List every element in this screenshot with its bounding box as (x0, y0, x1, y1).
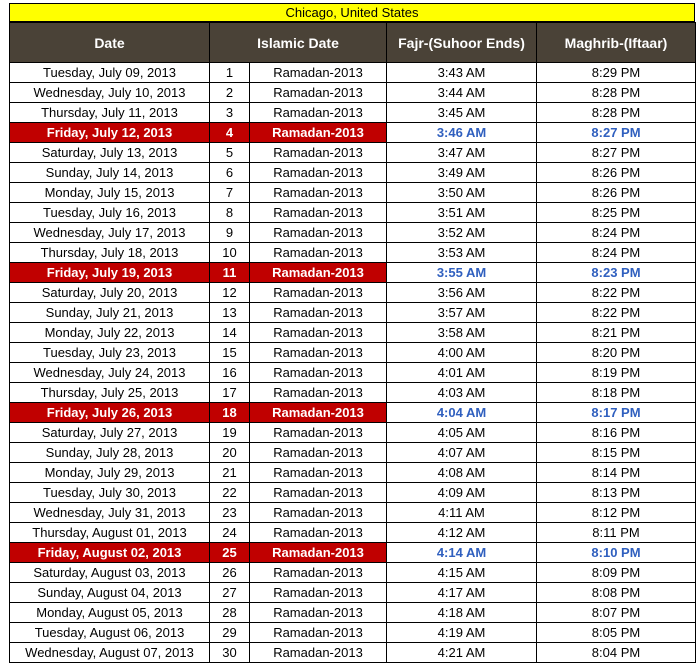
day-number-cell: 11 (210, 263, 250, 283)
date-cell: Saturday, August 03, 2013 (10, 563, 210, 583)
maghrib-time-cell: 8:28 PM (537, 83, 696, 103)
fajr-time-cell: 4:03 AM (387, 383, 537, 403)
table-row (10, 423, 696, 443)
day-number-cell: 8 (210, 203, 250, 223)
date-cell: Tuesday, July 16, 2013 (10, 203, 210, 223)
city-title: Chicago, United States (9, 3, 695, 22)
table-row (10, 303, 696, 323)
maghrib-time-cell: 8:27 PM (537, 143, 696, 163)
table-row (10, 383, 696, 403)
islamic-date-cell: Ramadan-2013 (250, 363, 387, 383)
islamic-date-cell: Ramadan-2013 (250, 643, 387, 663)
table-row (10, 143, 696, 163)
date-cell: Sunday, July 28, 2013 (10, 443, 210, 463)
date-cell: Wednesday, July 31, 2013 (10, 503, 210, 523)
fajr-time-cell: 4:09 AM (387, 483, 537, 503)
table-row (10, 563, 696, 583)
date-cell: Saturday, July 27, 2013 (10, 423, 210, 443)
maghrib-time-cell: 8:11 PM (537, 523, 696, 543)
day-number-cell: 10 (210, 243, 250, 263)
islamic-date-cell: Ramadan-2013 (250, 463, 387, 483)
date-cell: Friday, August 02, 2013 (10, 543, 210, 563)
header-islamic-date: Islamic Date (210, 23, 387, 63)
date-cell: Tuesday, July 30, 2013 (10, 483, 210, 503)
table-row (10, 63, 696, 83)
fajr-time-cell: 4:01 AM (387, 363, 537, 383)
date-cell: Friday, July 19, 2013 (10, 263, 210, 283)
table-row (10, 483, 696, 503)
day-number-cell: 2 (210, 83, 250, 103)
maghrib-time-cell: 8:22 PM (537, 303, 696, 323)
fajr-time-cell: 4:21 AM (387, 643, 537, 663)
day-number-cell: 27 (210, 583, 250, 603)
islamic-date-cell: Ramadan-2013 (250, 623, 387, 643)
islamic-date-cell: Ramadan-2013 (250, 543, 387, 563)
islamic-date-cell: Ramadan-2013 (250, 143, 387, 163)
fajr-time-cell: 4:08 AM (387, 463, 537, 483)
islamic-date-cell: Ramadan-2013 (250, 443, 387, 463)
date-cell: Monday, July 29, 2013 (10, 463, 210, 483)
maghrib-time-cell: 8:10 PM (537, 543, 696, 563)
islamic-date-cell: Ramadan-2013 (250, 263, 387, 283)
day-number-cell: 28 (210, 603, 250, 623)
table-row (10, 243, 696, 263)
day-number-cell: 21 (210, 463, 250, 483)
day-number-cell: 9 (210, 223, 250, 243)
day-number-cell: 14 (210, 323, 250, 343)
table-row (10, 323, 696, 343)
date-cell: Tuesday, August 06, 2013 (10, 623, 210, 643)
islamic-date-cell: Ramadan-2013 (250, 123, 387, 143)
date-cell: Thursday, July 25, 2013 (10, 383, 210, 403)
day-number-cell: 26 (210, 563, 250, 583)
day-number-cell: 15 (210, 343, 250, 363)
fajr-time-cell: 3:56 AM (387, 283, 537, 303)
maghrib-time-cell: 8:22 PM (537, 283, 696, 303)
maghrib-time-cell: 8:12 PM (537, 503, 696, 523)
maghrib-time-cell: 8:07 PM (537, 603, 696, 623)
maghrib-time-cell: 8:26 PM (537, 163, 696, 183)
islamic-date-cell: Ramadan-2013 (250, 243, 387, 263)
maghrib-time-cell: 8:20 PM (537, 343, 696, 363)
islamic-date-cell: Ramadan-2013 (250, 483, 387, 503)
fajr-time-cell: 4:07 AM (387, 443, 537, 463)
fajr-time-cell: 4:15 AM (387, 563, 537, 583)
maghrib-time-cell: 8:17 PM (537, 403, 696, 423)
ramadan-timetable (9, 3, 695, 663)
maghrib-time-cell: 8:24 PM (537, 243, 696, 263)
day-number-cell: 25 (210, 543, 250, 563)
table-body (10, 63, 696, 663)
fajr-time-cell: 4:05 AM (387, 423, 537, 443)
date-cell: Friday, July 12, 2013 (10, 123, 210, 143)
maghrib-time-cell: 8:18 PM (537, 383, 696, 403)
table-row (10, 523, 696, 543)
date-cell: Thursday, August 01, 2013 (10, 523, 210, 543)
date-cell: Tuesday, July 23, 2013 (10, 343, 210, 363)
day-number-cell: 20 (210, 443, 250, 463)
date-cell: Wednesday, July 17, 2013 (10, 223, 210, 243)
islamic-date-cell: Ramadan-2013 (250, 323, 387, 343)
table-row (10, 263, 696, 283)
day-number-cell: 4 (210, 123, 250, 143)
date-cell: Wednesday, August 07, 2013 (10, 643, 210, 663)
islamic-date-cell: Ramadan-2013 (250, 83, 387, 103)
maghrib-time-cell: 8:13 PM (537, 483, 696, 503)
maghrib-time-cell: 8:21 PM (537, 323, 696, 343)
islamic-date-cell: Ramadan-2013 (250, 183, 387, 203)
maghrib-time-cell: 8:15 PM (537, 443, 696, 463)
table-row (10, 403, 696, 423)
day-number-cell: 30 (210, 643, 250, 663)
day-number-cell: 16 (210, 363, 250, 383)
fajr-time-cell: 3:51 AM (387, 203, 537, 223)
day-number-cell: 5 (210, 143, 250, 163)
table-row (10, 103, 696, 123)
day-number-cell: 13 (210, 303, 250, 323)
islamic-date-cell: Ramadan-2013 (250, 103, 387, 123)
islamic-date-cell: Ramadan-2013 (250, 203, 387, 223)
maghrib-time-cell: 8:16 PM (537, 423, 696, 443)
table-row (10, 183, 696, 203)
table-row (10, 623, 696, 643)
islamic-date-cell: Ramadan-2013 (250, 503, 387, 523)
table-row (10, 83, 696, 103)
date-cell: Monday, July 15, 2013 (10, 183, 210, 203)
maghrib-time-cell: 8:24 PM (537, 223, 696, 243)
maghrib-time-cell: 8:14 PM (537, 463, 696, 483)
islamic-date-cell: Ramadan-2013 (250, 223, 387, 243)
maghrib-time-cell: 8:08 PM (537, 583, 696, 603)
date-cell: Sunday, August 04, 2013 (10, 583, 210, 603)
fajr-time-cell: 3:46 AM (387, 123, 537, 143)
table-header (10, 23, 696, 63)
fajr-time-cell: 4:17 AM (387, 583, 537, 603)
date-cell: Friday, July 26, 2013 (10, 403, 210, 423)
day-number-cell: 19 (210, 423, 250, 443)
table-row (10, 283, 696, 303)
header-date: Date (10, 23, 210, 63)
fajr-time-cell: 4:00 AM (387, 343, 537, 363)
fajr-time-cell: 3:55 AM (387, 263, 537, 283)
fajr-time-cell: 4:12 AM (387, 523, 537, 543)
fajr-time-cell: 4:04 AM (387, 403, 537, 423)
date-cell: Tuesday, July 09, 2013 (10, 63, 210, 83)
islamic-date-cell: Ramadan-2013 (250, 423, 387, 443)
date-cell: Monday, July 22, 2013 (10, 323, 210, 343)
islamic-date-cell: Ramadan-2013 (250, 283, 387, 303)
maghrib-time-cell: 8:05 PM (537, 623, 696, 643)
day-number-cell: 17 (210, 383, 250, 403)
maghrib-time-cell: 8:04 PM (537, 643, 696, 663)
table-row (10, 363, 696, 383)
maghrib-time-cell: 8:26 PM (537, 183, 696, 203)
table-row (10, 443, 696, 463)
fajr-time-cell: 3:47 AM (387, 143, 537, 163)
table-row (10, 643, 696, 663)
islamic-date-cell: Ramadan-2013 (250, 383, 387, 403)
day-number-cell: 29 (210, 623, 250, 643)
fajr-time-cell: 3:52 AM (387, 223, 537, 243)
table-row (10, 163, 696, 183)
day-number-cell: 1 (210, 63, 250, 83)
maghrib-time-cell: 8:29 PM (537, 63, 696, 83)
maghrib-time-cell: 8:19 PM (537, 363, 696, 383)
date-cell: Thursday, July 18, 2013 (10, 243, 210, 263)
islamic-date-cell: Ramadan-2013 (250, 343, 387, 363)
day-number-cell: 6 (210, 163, 250, 183)
fajr-time-cell: 3:43 AM (387, 63, 537, 83)
date-cell: Saturday, July 13, 2013 (10, 143, 210, 163)
day-number-cell: 12 (210, 283, 250, 303)
date-cell: Sunday, July 21, 2013 (10, 303, 210, 323)
date-cell: Sunday, July 14, 2013 (10, 163, 210, 183)
islamic-date-cell: Ramadan-2013 (250, 523, 387, 543)
table-row (10, 603, 696, 623)
maghrib-time-cell: 8:25 PM (537, 203, 696, 223)
islamic-date-cell: Ramadan-2013 (250, 583, 387, 603)
maghrib-time-cell: 8:23 PM (537, 263, 696, 283)
fajr-time-cell: 3:50 AM (387, 183, 537, 203)
fajr-time-cell: 4:11 AM (387, 503, 537, 523)
day-number-cell: 24 (210, 523, 250, 543)
fajr-time-cell: 3:57 AM (387, 303, 537, 323)
fajr-time-cell: 4:14 AM (387, 543, 537, 563)
islamic-date-cell: Ramadan-2013 (250, 63, 387, 83)
date-cell: Monday, August 05, 2013 (10, 603, 210, 623)
day-number-cell: 22 (210, 483, 250, 503)
table-row (10, 583, 696, 603)
islamic-date-cell: Ramadan-2013 (250, 303, 387, 323)
maghrib-time-cell: 8:28 PM (537, 103, 696, 123)
maghrib-time-cell: 8:27 PM (537, 123, 696, 143)
timetable (9, 22, 696, 663)
islamic-date-cell: Ramadan-2013 (250, 403, 387, 423)
date-cell: Thursday, July 11, 2013 (10, 103, 210, 123)
table-row (10, 123, 696, 143)
day-number-cell: 18 (210, 403, 250, 423)
date-cell: Wednesday, July 10, 2013 (10, 83, 210, 103)
fajr-time-cell: 3:45 AM (387, 103, 537, 123)
islamic-date-cell: Ramadan-2013 (250, 163, 387, 183)
fajr-time-cell: 4:18 AM (387, 603, 537, 623)
fajr-time-cell: 3:58 AM (387, 323, 537, 343)
date-cell: Saturday, July 20, 2013 (10, 283, 210, 303)
day-number-cell: 23 (210, 503, 250, 523)
day-number-cell: 3 (210, 103, 250, 123)
date-cell: Wednesday, July 24, 2013 (10, 363, 210, 383)
maghrib-time-cell: 8:09 PM (537, 563, 696, 583)
table-row (10, 543, 696, 563)
islamic-date-cell: Ramadan-2013 (250, 603, 387, 623)
header-maghrib: Maghrib-(Iftaar) (537, 23, 696, 63)
table-row (10, 223, 696, 243)
table-row (10, 503, 696, 523)
islamic-date-cell: Ramadan-2013 (250, 563, 387, 583)
table-row (10, 343, 696, 363)
day-number-cell: 7 (210, 183, 250, 203)
fajr-time-cell: 3:53 AM (387, 243, 537, 263)
fajr-time-cell: 3:44 AM (387, 83, 537, 103)
fajr-time-cell: 3:49 AM (387, 163, 537, 183)
header-fajr: Fajr-(Suhoor Ends) (387, 23, 537, 63)
fajr-time-cell: 4:19 AM (387, 623, 537, 643)
table-row (10, 463, 696, 483)
table-row (10, 203, 696, 223)
